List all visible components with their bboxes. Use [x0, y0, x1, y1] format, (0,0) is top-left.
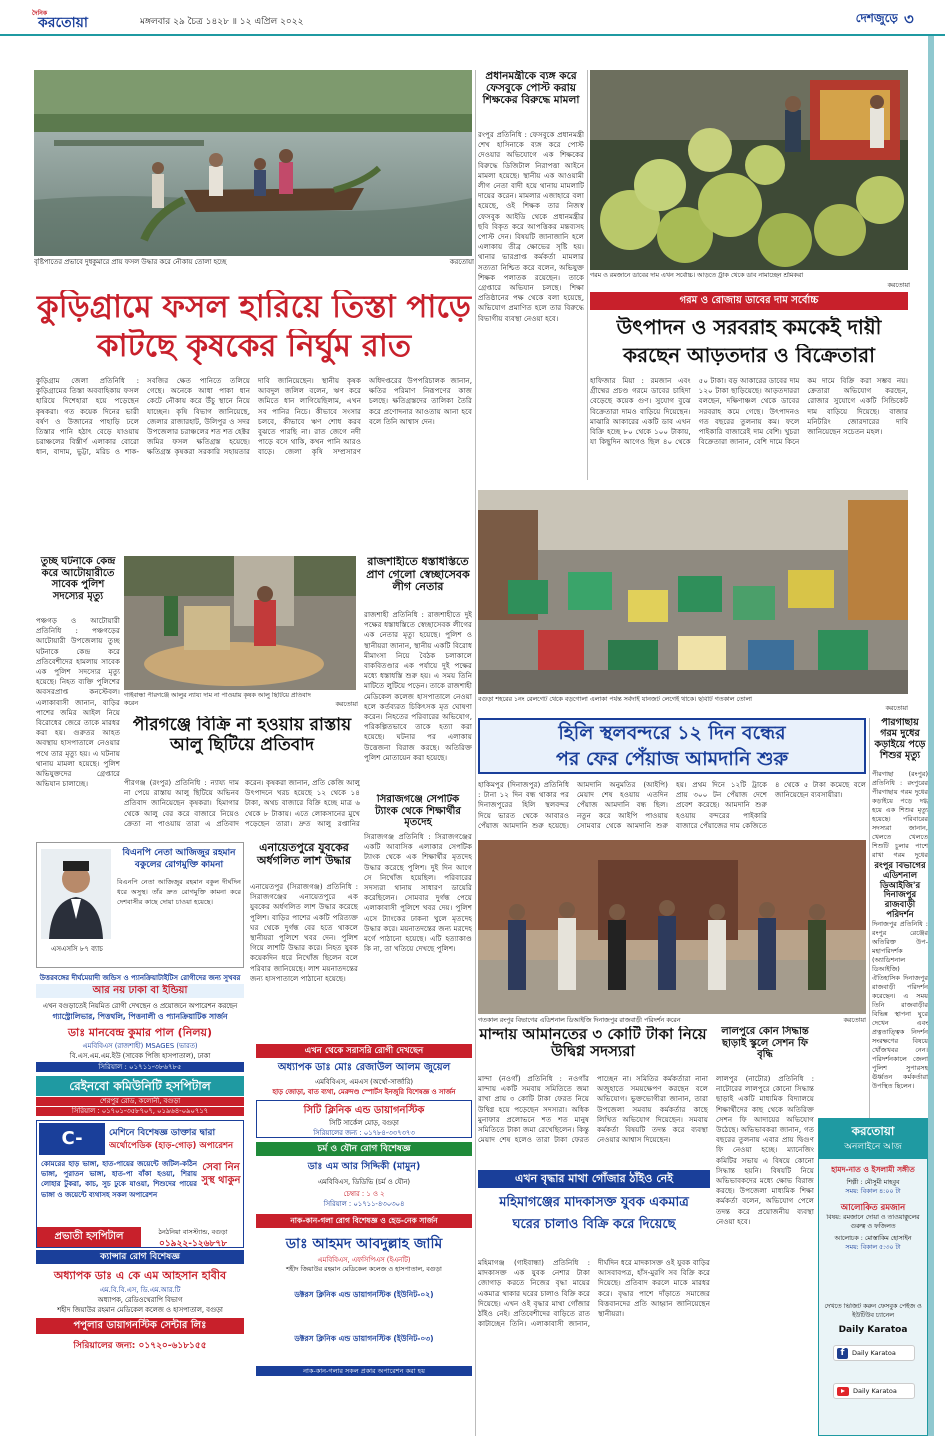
youtube-label: Daily Karatoa — [853, 1387, 897, 1395]
doctor5-hospital: শহীদ জিয়াউর রহমান মেডিকেল কলেজ ও হাসপাতাল, বগুড়া — [286, 1265, 442, 1273]
hili-headline-line1: হিলি স্থলবন্দরে ১২ দিন বন্ধের — [558, 722, 786, 744]
skin-title: চর্ম ও যৌন রোগ বিশেষজ্ঞ — [317, 1144, 411, 1154]
facebook-icon: f — [837, 1348, 848, 1359]
online-item2-meta: আলোচক : মোস্তাকিম হোসাইন — [834, 1235, 912, 1242]
doctor1-name: ডাঃ মানবেন্দ্র কুমার পাল (নিলয়) — [67, 1026, 213, 1039]
hili-body: হাকিমপুর (দিনাজপুর) প্রতিনিধি : টানা ১২ দিন বন্ধ থাকার পর দিনাজপুরের হিলি স্থলবন্দর দিয়ে ভারত থেকে আবারও পেঁয়াজ আমদানি শুরু হয়েছে। আমদানি অনুমতির (আইপি) মেয়াদ শেষ হওয়ায় এতদিন পেঁয়াজ আমদানি বন্ধ ছিল। নতুন করে আইপি পাওয়ায় সোমবার থেকে আমদানি শুরু হয়। প্রথম দিনে ১২টি ট্রাকে প্রায় ৩০০ টন পেঁয়াজ দেশে প্রবেশ করেছে। আমদানি শুরু হওয়ায় বন্দরের পাইকারি বাজারে পেঁয়াজের দাম কেজিতে ৪ থেকে ৫ টাকা কমেছে বলে জানিয়েছেন ব্যবসায়ীরা। — [478, 780, 866, 830]
potato-credit: করতোয়া — [335, 701, 358, 708]
rainbow-phone: সিরিয়াল : ০১৭০১-৩৫৮৭০৭, ০১৯৬৪-০৯০৭১৭ — [36, 1107, 244, 1116]
traffic-caption: বগুড়া শহরের ১নং রেলগেট থেকে বড়গোলা এলাকা পর্যন্ত সর্বদাই যানজট লেগেই থাকে। ছবিটি গতকাল তোলা — [478, 696, 753, 703]
dig-body: দিনাজপুর প্রতিনিধি : রংপুর রেঞ্জের অতিরিক্ত উপ-মহাপরিদর্শক (অ্যাডিশনাল ডিআইজি) ঐতিহাসিক দিনাজপুর রাজবাড়ী পরিদর্শন করেছেন। এ সময় তিনি রাজবাড়ীর বিভিন্ন স্থাপনা ঘুরে দেখেন এবং প্রত্নতাত্ত্বিক নিদর্শন সংরক্ষণের বিষয়ে খোঁজখবর নেন। পরিদর্শনকালে জেলা পুলিশ সুপারসহ ঊর্ধ্বতন কর্মকর্তারা উপস্থিত ছিলেন। — [872, 920, 928, 1090]
online-label: অনলাইনে আজ — [844, 1142, 902, 1152]
coconut-kicker-bar — [590, 292, 908, 310]
drug-banner — [478, 1170, 710, 1254]
online-item2-title: আলোকিত রমজান — [840, 1203, 906, 1213]
rainbow-banner — [36, 1076, 244, 1096]
coconut-caption: গরম ও রমজানে ডাবের দাম এখন সর্বোচ্চ। আড়তে ট্রাক থেকে ডাব নামাচ্ছেন শ্রমিকরা — [590, 272, 804, 279]
city-clinic-address: সিটি সার্কেল মোড়, বগুড়া — [329, 1119, 399, 1127]
flood-headline-line1: কুড়িগ্রামে ফসল হারিয়ে তিস্তা পাড়ে — [37, 290, 471, 325]
rainbow-address: শেরপুর রোড, কলোনী, বগুড়া — [36, 1097, 244, 1106]
online-brand: করতোয়া — [851, 1124, 895, 1138]
online-item1-title: হামদ-নাত ও ইসলামী সঙ্গীত — [831, 1165, 915, 1174]
doctor2-hospital: শহীদ জিয়াউর রহমান মেডিকেল কলেজ ও হাসপাতাল, বগুড়া — [57, 1306, 223, 1314]
regular-text: এখন থেকে সরাসরি রোগী দেখছেন — [304, 1046, 424, 1056]
coconut-photo — [590, 70, 908, 270]
coconut-body: হাফিজার মিয়া : রমজান এবং গ্রীষ্মের প্রচণ্ড গরমে ডাবের চাহিদা বেড়েছে কয়েক গুণ। সুযোগ বুঝে বিক্রেতারা দামও বাড়িয়ে দিয়েছেন। মাঝারি আকারের একটি ডাব এখন বিক্রি হচ্ছে ৮০ থেকে ১০০ টাকায়, যা কিছুদিন আগেও ছিল ৪০ থেকে ৫০ টাকা। বড় আকারের ডাবের দাম ১২০ টাকা ছাড়িয়েছে। আড়তদাররা বলছেন, দক্ষিণাঞ্চল থেকে ডাবের সরবরাহ কমে গেছে। উৎপাদনও গত বছরের তুলনায় কম। ফলে পাইকারি বাজারেই দাম বেশি। খুচরা বিক্রেতারা জানান, বেশি দামে কিনে কম দামে বিক্রি করা সম্ভব নয়। ক্রেতারা অভিযোগ করছেন, রোজার সুযোগে একটি সিন্ডিকেট দাম বাড়িয়ে দিয়েছে। বাজার মনিটরিং জোরদারের দাবি জানিয়েছেন সচেতন মহল। — [590, 376, 908, 447]
doctor4-chamber: চেম্বার : ১ ও ২ — [343, 1190, 385, 1198]
dig-headline: রংপুর বিভাগের এডিশনাল ডিআইজি'র দিনাজপুর রাজবাড়ী পরিদর্শন — [874, 862, 926, 920]
visit-photo — [478, 840, 866, 1014]
online-item2-sub: বিষয়: রমজানে দোয়া ও তাওয়াক্কুলের গুরুত্ব ও ফজিলত — [826, 1214, 920, 1230]
carm-subtitle: অর্থোপেডিক (হাড়-গোড়) অপারেশন — [109, 1141, 234, 1151]
flood-headline-line2: কাটছে কৃষকের নির্ঘুম রাত — [96, 329, 412, 364]
flood-caption: বৃষ্টিপাতের প্রভাবে দুধকুমারে প্রায় ফসল উদ্ধার করে নৌকায় তোলা হচ্ছে — [34, 258, 227, 266]
doctor2-degree: এম.বি.বি.এস, ডি.এম.আর.টি — [99, 1286, 181, 1294]
doctor2-chamber: পপুলার ডায়াগনস্টিক সেন্টার লিঃ — [36, 1318, 244, 1334]
doctor1-serial: সিরিয়াল : ০১৭১১-৩৮৬৭৮৫ — [36, 1062, 244, 1072]
doctor3-spec: হাড় জোড়া, বাত ব্যথা, মেরুদণ্ড স্পোর্টস ইনজুরি বিশেষজ্ঞ ও সার্জন — [272, 1088, 456, 1096]
doctor5-name: ডাঃ আহমদ আবদুল্লাহ জামি — [285, 1236, 443, 1252]
masthead-title: করতোয়া — [38, 15, 88, 30]
bottom-note: নাক-কান-গলার সকল প্রকার অপারেশন করা হয় — [256, 1366, 472, 1376]
no-need-text: আর নয় ঢাকা বা ইন্ডিয়া — [92, 985, 188, 996]
traffic-photo — [478, 490, 908, 694]
skin-banner — [256, 1142, 472, 1156]
page-number: ৩ — [904, 10, 914, 28]
enayetpur-body: এনায়েতপুর (সিরাজগঞ্জ) প্রতিনিধি : সিরাজগঞ্জের এনায়েতপুরে এক যুবকের অর্ধগলিত লাশ উদ্ধার করেছে পুলিশ। বাড়ির পাশের একটি পরিত্যক্ত ঘর থেকে দুর্গন্ধ বের হতে থাকলে স্থানীয়রা পুলিশে খবর দেন। পুলিশ গিয়ে লাশটি উদ্ধার করে। নিহত যুবক কয়েকদিন ধরে নিখোঁজ ছিলেন বলে পরিবার জানিয়েছে। লাশ ময়নাতদন্তের জন্য হাসপাতালে পাঠানো হয়েছে। — [250, 882, 358, 983]
jaundice-notice: উত্তরবঙ্গের দীর্ঘমেয়াদী জন্ডিস ও প্যানক্রিয়াটাইটিস রোগীদের জন্য সুখবর — [39, 974, 241, 982]
wish-portrait-name: এসএসসি ৮৭ ব্যাচ — [51, 945, 103, 953]
police-headline: তুচ্ছ ঘটনাকে কেন্দ্র করে আটোয়ারীতে সাবেক পুলিশ সদস্যের মৃত্যু — [40, 556, 116, 602]
doctor3-degree: এমবিবিএস, এমএস (অর্থো-সার্জারি) — [314, 1078, 414, 1086]
carm-ad — [36, 1120, 244, 1248]
page-header — [0, 0, 945, 36]
carm-body: কোমরের হাড় ভাঙ্গা, হাত-পায়ের জয়েন্টে জটিল-কঠিন ভাঙ্গা, পুরাতন ভাঙ্গা, হাত-পা বাঁকা হওয়া, শিরায় লোহার টুকরা, কাচ, সুচ ঢুকে যাওয়া, শিশুদের পায়ের ভাঙ্গা ও জয়েন্টে ব্যথাসহ সকল অপারেশন — [41, 1160, 197, 1199]
online-box — [818, 1118, 928, 1436]
wish-title: বিএনপি নেতা আজিজুর রহমান বকুলের রোগমুক্তি কামনা — [122, 848, 236, 870]
masthead-logo — [32, 8, 120, 30]
regular-banner — [256, 1044, 472, 1058]
sirajganj-headline: সিরাজগঞ্জে সেপটিক ট্যাংক থেকে শিক্ষার্থীর মৃতদেহ — [375, 794, 461, 828]
ent-chamber2: ডক্টরস ক্লিনিক এন্ড ডায়াগনস্টিক (ইউনিট-০৩) — [294, 1334, 434, 1343]
potato-body: পীরগঞ্জ (রংপুর) প্রতিনিধি : ন্যায্য দাম না পেয়ে রাস্তায় আলু ছিটিয়ে অভিনব প্রতিবাদ জানিয়েছেন কৃষকরা। হিমাগার থেকে আলু বের করে বাজারে নিয়েও ক্রেতা না পাওয়ায় তারা এ প্রতিবাদ করেন। কৃষকরা জানান, প্রতি কেজি আলু উৎপাদনে খরচ হয়েছে ১২ থেকে ১৪ টাকা, অথচ বাজারে বিক্রি হচ্ছে মাত্র ৬ থেকে ৮ টাকায়। এতে লোকসানের মুখে পড়েছেন তারা। দ্রুত আলু রপ্তানির — [124, 778, 360, 828]
wish-body: বিএনপি নেতা আজিজুর রহমান বকুল দীর্ঘদিন ধরে অসুস্থ। তাঁর দ্রুত রোগমুক্তি কামনা করে দেশবাসীর কাছে দোয়া চাওয়া হয়েছে। — [117, 878, 241, 907]
flood-credit: করতোয়া — [449, 258, 474, 266]
mandai-body: মান্দা (নওগাঁ) প্রতিনিধি : নওগাঁর মান্দায় একটি সমবায় সমিতিতে জমা রাখা প্রায় ৩ কোটি টাকা ফেরত নিয়ে উদ্বিগ্ন হয়ে পড়েছেন সদস্যরা। অধিক মুনাফার প্রলোভনে শত শত মানুষ সমিতিতে টাকা জমা রেখেছিলেন। কিন্তু মেয়াদ শেষ হলেও তারা টাকা ফেরত পাচ্ছেন না। সমিতির কর্মকর্তারা নানা অজুহাতে সময়ক্ষেপণ করছেন বলে অভিযোগ। ভুক্তভোগীরা জানান, তারা উপজেলা সমবায় কর্মকর্তার কাছে লিখিত অভিযোগ দিয়েছেন। সমবায় কর্মকর্তা বিষয়টি তদন্ত করে ব্যবস্থা নেওয়ার আশ্বাস দিয়েছেন। — [478, 1074, 708, 1145]
city-clinic-ad — [256, 1100, 472, 1138]
doctor3-name: অধ্যাপক ডাঃ মোঃ রেজাউল আলম জুয়েল — [277, 1062, 451, 1073]
column-rule — [869, 718, 870, 1118]
doctor2-name: অধ্যাপক ডাঃ এ কে এম আহসান হাবীব — [53, 1269, 227, 1282]
section-name: দেশজুড়ে — [855, 11, 898, 25]
ent-chamber1: ডক্টরস ক্লিনিক এন্ড ডায়াগনস্টিক (ইউনিট-০২) — [294, 1290, 434, 1299]
mandai-headline: মান্দায় আমানতের ৩ কোটি টাকা নিয়ে উদ্বিগ্ন সদস্যরা — [479, 1026, 707, 1061]
milk-body: পীরগাছা (রংপুর) প্রতিনিধি : রংপুরের পীরগাছায় গরম দুধের কড়াইয়ে পড়ে দগ্ধ হয়ে এক শিশুর মৃত্যু হয়েছে। পরিবারের সদস্যরা জানান, খেলতে খেলতে শিশুটি চুলার পাশে রাখা গরম দুধের — [872, 770, 928, 859]
cancer-banner — [36, 1250, 244, 1264]
carm-label: C- — [39, 1123, 105, 1155]
coconut-kicker: গরম ও রোজায় ডাবের দাম সর্বোচ্চ — [679, 295, 819, 306]
doctor4-name: ডাঃ এম আর সিদ্দিকী (মামুন) — [307, 1161, 421, 1172]
doctor5-degree: এমবিবিএস, এফসিপিএস (ইএনটি) — [317, 1256, 411, 1264]
surgeon-spec: গ্যাস্ট্রোলিভার, পিত্তথলি, পিত্তনালী ও প্যানক্রিয়াটিক সার্জন — [52, 1012, 228, 1021]
ent-banner — [256, 1214, 472, 1228]
wish-portrait — [41, 849, 111, 939]
issue-date: মঙ্গলবার ২৯ চৈত্র ১৪২৮ ॥ ১২ এপ্রিল ২০২২ — [140, 17, 304, 27]
doctor4-serial: সিরিয়াল : ০১৭১১-৪৩০৩০৪ — [323, 1200, 405, 1208]
drug-headline-line1: এখন বৃদ্ধার মাথা গোঁজার ঠাঁইও নেই — [478, 1170, 710, 1188]
doctor4-degree: এমবিবিএস, ডিডিভি (চর্ম ও যৌন) — [317, 1178, 411, 1186]
online-item1-time: সময়: বিকাল ৪:০০ টা — [845, 1188, 901, 1195]
youtube-link[interactable] — [833, 1383, 915, 1399]
pm-case-headline: প্রধানমন্ত্রীকে ব্যঙ্গ করে ফেসবুকে পোস্ট করায় শিক্ষকের বিরুদ্ধে মামলা — [482, 70, 580, 107]
hili-headline-line2: পর ফের পেঁয়াজ আমদানি শুরু — [555, 748, 789, 770]
sirajganj-body: সিরাজগঞ্জ প্রতিনিধি : সিরাজগঞ্জের একটি আবাসিক এলাকার সেপটিক ট্যাংক থেকে এক শিক্ষার্থীর মৃতদেহ উদ্ধার করেছে পুলিশ। দুই দিন আগে সে নিখোঁজ হয়েছিল। পরিবারের সদস্যরা থানায় সাধারণ ডায়েরি করেছিলেন। সোমবার দুর্গন্ধ পেয়ে এলাকাবাসী পুলিশে খবর দেয়। পুলিশ এসে ট্যাংকের ঢাকনা খুলে মৃতদেহ উদ্ধার করে। ময়নাতদন্তের জন্য মরদেহ মর্গে পাঠানো হয়েছে। এটি হত্যাকাণ্ড কি না, তা খতিয়ে দেখছে পুলিশ। — [364, 832, 472, 954]
online-item1-meta: শিল্পী : মৌসুমী মাহবুব — [846, 1179, 900, 1186]
traffic-credit: করতোয়া — [885, 705, 908, 712]
masthead-small: দৈনিক — [32, 10, 48, 17]
right-margin-bar — [928, 36, 934, 1436]
visit-caption: গতকাল রংপুর বিভাগের এডিশনাল ডিআইজি দিনাজপুর রাজবাড়ী পরিদর্শন করেন — [478, 1017, 681, 1024]
coconut-credit: করতোয়া — [887, 282, 910, 289]
ent-title: নাক-কান-গলা রোগ বিশেষজ্ঞ ও হেড-নেক সার্জন — [290, 1216, 438, 1225]
city-clinic-title: সিটি ক্লিনিক এন্ড ডায়াগনস্টিক — [303, 1105, 425, 1116]
enayetpur-headline: এনায়েতপুরে যুবকের অর্ধগলিত লাশ উদ্ধার — [257, 842, 351, 867]
seva-text: সেবা নিন সুস্থ থাকুন — [201, 1162, 241, 1186]
doctor2-serial: সিরিয়ালের জন্য: ০১৭২০-৬১৮১৫৫ — [73, 1341, 207, 1351]
drug-headline-line2: মহিমাগঞ্জের মাদকাসক্ত যুবক একমাত্র — [499, 1195, 689, 1210]
police-body: পঞ্চগড় ও আটোয়ারী প্রতিনিধি : পঞ্চগড়ের আটোয়ারী উপজেলায় তুচ্ছ ঘটনাকে কেন্দ্র করে প্রতিবেশীদের হামলায় সাবেক এক পুলিশ সদস্যের মৃত্যু হয়েছে। নিহত ব্যক্তি পুলিশের অবসরপ্রাপ্ত কনস্টেবল। এলাকাবাসী জানান, বাড়ির পাশের জমির আইল নিয়ে বিরোধের জেরে তাকে মারধর করা হয়। গুরুতর আহত অবস্থায় হাসপাতালে নেওয়ার পথে তার মৃত্যু হয়। এ ঘটনায় থানায় মামলা হয়েছে। পুলিশ অভিযুক্তদের গ্রেপ্তারে অভিযান চালাচ্ছে। — [36, 616, 120, 789]
drug-body: মহিমাগঞ্জ (গাইবান্ধা) প্রতিনিধি : মাদকাসক্ত এক যুবক নেশার টাকা জোগাড় করতে নিজের বৃদ্ধা মায়ের একমাত্র থাকার ঘরের চালাও বিক্রি করে দিয়েছে। এখন ওই বৃদ্ধার মাথা গোঁজার ঠাঁইও নেই। প্রতিবেশীদের বাড়িতে রাত কাটাচ্ছেন তিনি। এলাকাবাসী জানান, দীর্ঘদিন ধরে মাদকাসক্ত ওই যুবক বাড়ির আসবাবপত্র, হাঁস-মুরগি সব বিক্রি করে দিয়েছে। প্রতিবাদ করলে মাকে মারধর করে। বৃদ্ধার পাশে দাঁড়াতে সমাজের বিত্তবানদের প্রতি আহ্বান জানিয়েছেন স্থানীয়রা। — [478, 1258, 710, 1329]
carm-title: মেশিনে বিশেষজ্ঞ ডাক্তার দ্বারা — [109, 1128, 216, 1138]
coconut-headline-line2: করছেন আড়তদার ও বিক্রেতারা — [623, 344, 875, 367]
facebook-link[interactable] — [833, 1345, 915, 1361]
milk-headline: পীরগাছায় গরম দুধের কড়াইয়ে পড়ে শিশুর মৃত্যু — [874, 718, 926, 761]
potato-headline: পীরগঞ্জে বিক্রি না হওয়ায় রাস্তায় আলু ছিটিয়ে প্রতিবাদ — [132, 716, 352, 755]
lalpur-headline: লালপুরে কোন সিদ্ধান্ত ছাড়াই স্কুলে সেশন ফি বৃদ্ধি — [721, 1026, 809, 1060]
facebook-label: Daily Karatoa — [852, 1349, 896, 1357]
column-rule — [475, 70, 476, 1436]
youtube-icon — [837, 1387, 849, 1396]
doctor1-degree: এমবিবিএস (রাজশাহী) MSAGES (ভারত) — [82, 1042, 198, 1050]
probhati-title: প্রভাতী হসপিটাল — [37, 1227, 141, 1247]
city-clinic-serial: সিরিয়ালের জন্য : ০১৭৮৪-৩৩৭৩৭৩ — [313, 1129, 415, 1137]
cancer-title: ক্যান্সার রোগ বিশেষজ্ঞ — [100, 1252, 180, 1262]
flood-body: কুড়িগ্রাম জেলা প্রতিনিধি : কুড়িগ্রামের তিস্তা অববাহিকায় ফসল হারিয়ে দিশেহারা হয়ে পড়েছেন কৃষকরা। গত কয়েক দিনের ভারী বর্ষণ ও উজানের পাহাড়ি ঢলে তিস্তার পানি হঠাৎ বেড়ে যাওয়ায় চরাঞ্চলের বিস্তীর্ণ এলাকার বোরো ধান, বাদাম, ভুট্টা, মরিচ ও শাক-সবজির ক্ষেত পানিতে তলিয়ে গেছে। অনেকে আধা পাকা ধান কেটে নৌকায় করে উঁচু স্থানে নিয়ে যাচ্ছেন। কৃষি বিভাগ জানিয়েছে, জেলার রাজারহাট, উলিপুর ও সদর উপজেলার চরাঞ্চলের শত শত হেক্টর জমির ফসল ক্ষতিগ্রস্ত হয়েছে। ক্ষতিগ্রস্ত কৃষকরা সরকারি সহায়তার দাবি জানিয়েছেন। স্থানীয় কৃষক আবদুল জলিল বলেন, ঋণ করে জমিতে ধান লাগিয়েছিলাম, এখন সব পানির নিচে। কীভাবে সংসার চলবে, কীভাবে ঋণ শোধ করব বুঝতে পারছি না। রাত জেগে নদী পাড়ে বসে থাকি, কখন পানি আরও বাড়ে। জেলা কৃষি সম্প্রসারণ অধিদপ্তরের উপপরিচালক জানান, ক্ষতির পরিমাণ নিরূপণের কাজ চলছে। ক্ষতিগ্রস্তদের তালিকা তৈরি করে প্রণোদনার আওতায় আনা হবে বলে তিনি আশ্বাস দেন। — [36, 376, 472, 457]
online-header — [819, 1119, 927, 1159]
rainbow-title: রেইনবো কমিউনিটি হসপিটাল — [69, 1079, 211, 1093]
visit-credit: করতোয়া — [843, 1017, 866, 1024]
potato-caption: গাইবান্ধা পীরগঞ্জে আলুর ন্যায্য দাম না পাওয়ায় কৃষক আলু ছিটিয়ে প্রতিবাদ করেন — [124, 692, 311, 707]
no-need-banner — [36, 984, 244, 998]
flood-photo — [34, 70, 472, 256]
wish-ad — [36, 842, 244, 968]
lalpur-body: লালপুর (নাটোর) প্রতিনিধি : নাটোরের লালপুরে কোনো সিদ্ধান্ত ছাড়াই একটি মাধ্যমিক বিদ্যালয়ে শিক্ষার্থীদের কাছ থেকে অতিরিক্ত সেশন ফি আদায়ের অভিযোগ উঠেছে। অভিভাবকরা জানান, গত বছরের তুলনায় এবার প্রায় দ্বিগুণ ফি নেওয়া হচ্ছে। ম্যানেজিং কমিটির সভায় এ বিষয়ে কোনো সিদ্ধান্ত হয়নি। বিষয়টি নিয়ে অভিভাবকদের মধ্যে ক্ষোভ বিরাজ করছে। উপজেলা মাধ্যমিক শিক্ষা কর্মকর্তা বলেন, অভিযোগ পেলে তদন্ত করে প্রয়োজনীয় ব্যবস্থা নেওয়া হবে। — [716, 1074, 814, 1226]
potato-photo — [124, 556, 356, 690]
probhati-phone: ০১৯২২-১২৬৮৭৮ — [158, 1239, 228, 1248]
online-item2-time: সময়: বিকাল ৫:৩০ টা — [845, 1244, 901, 1251]
pm-case-body: রংপুর প্রতিনিধি : ফেসবুকে প্রধানমন্ত্রী শেখ হাসিনাকে ব্যঙ্গ করে পোস্ট দেওয়ার অভিযোগে এক শিক্ষকের বিরুদ্ধে ডিজিটাল নিরাপত্তা আইনে মামলা হয়েছে। স্থানীয় এক আওয়ামী লীগ নেতা বাদী হয়ে থানায় মামলাটি দায়ের করেন। মামলার এজাহারে বলা হয়েছে, ওই শিক্ষক তার নিজস্ব ফেসবুক আইডি থেকে প্রধানমন্ত্রীর ছবি বিকৃত করে আপত্তিকর মন্তব্যসহ পোস্ট দেন। বিষয়টি জানাজানি হলে এলাকায় তীব্র ক্ষোভের সৃষ্টি হয়। থানার ভারপ্রাপ্ত কর্মকর্তা মামলার সত্যতা নিশ্চিত করে বলেন, অভিযুক্ত শিক্ষক পলাতক রয়েছেন। তাকে গ্রেপ্তারে অভিযান চলছে। শিক্ষা প্রতিষ্ঠানের পক্ষ থেকে বলা হয়েছে, অভিযোগ প্রমাণিত হলে তার বিরুদ্ধে বিভাগীয় ব্যবস্থা নেওয়া হবে। — [478, 130, 584, 323]
jaundice-notice2: এখন বগুড়াতেই নিয়মিত রোগী দেখছেন ও প্রয়োজনে অপারেশন করছেন — [42, 1002, 238, 1010]
doctor2-dept: অধ্যাপক, রেডিওথেরাপি বিভাগ — [97, 1296, 183, 1304]
probhati-address: ঠনঠনিয়া বাসস্ট্যান্ড, বগুড়া — [158, 1228, 228, 1236]
doctor1-hospital: বি.এস.এম.এম.ইউ (সাবেক পিজি হাসপাতাল), ঢাকা — [69, 1052, 211, 1060]
coconut-headline-line1: উৎপাদন ও সরবরাহ কমকেই দায়ী — [616, 316, 882, 339]
rajshahi-body: রাজশাহী প্রতিনিধি : রাজশাহীতে দুই পক্ষের ধস্তাধস্তিতে স্বেচ্ছাসেবক লীগের এক নেতার মৃত্যু হয়েছে। পুলিশ ও স্থানীয়রা জানান, স্থানীয় একটি বিরোধ মীমাংসা নিয়ে বৈঠক চলাকালে বাকবিতণ্ডার এক পর্যায়ে দুই পক্ষের মধ্যে ধস্তাধস্তি শুরু হয়। এ সময় তিনি মাটিতে লুটিয়ে পড়েন। তাকে রাজশাহী মেডিকেল কলেজ হাসপাতালে নেওয়া হলে কর্তব্যরত চিকিৎসক মৃত ঘোষণা করেন। নিহতের পরিবারের অভিযোগ, পরিকল্পিতভাবে তাকে হত্যা করা হয়েছে। ঘটনার পর এলাকায় উত্তেজনা বিরাজ করছে। অতিরিক্ত পুলিশ মোতায়েন করা হয়েছে। — [364, 610, 472, 762]
hili-banner — [478, 718, 866, 774]
column-rule — [587, 70, 588, 480]
drug-headline-line3: ঘরের চালাও বিক্রি করে দিয়েছে — [512, 1217, 676, 1232]
rajshahi-headline: রাজশাহীতে ধস্তাধস্তিতে প্রাণ গেলো স্বেচ্ছাসেবক লীগ নেতার — [366, 556, 470, 594]
online-handle: Daily Karatoa — [838, 1325, 908, 1335]
online-watch-text: দেখতে ভিজিট করুন ফেসবুক পেইজ ও ইউটিউব চ্যানেল — [824, 1303, 922, 1319]
